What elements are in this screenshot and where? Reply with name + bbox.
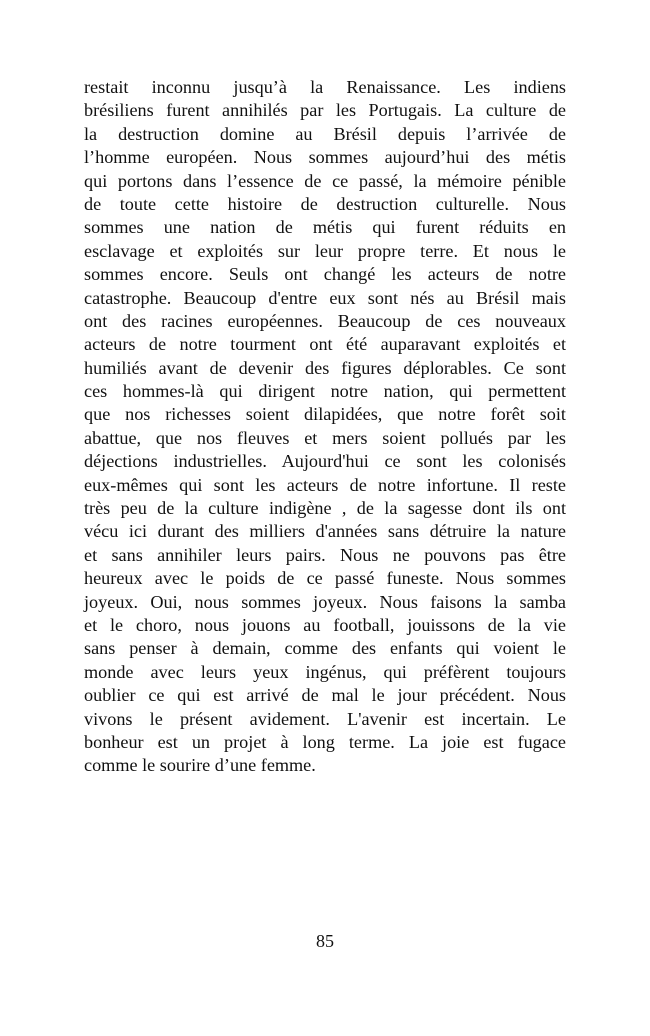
text-line: très peu de la culture indigène , de la sagesse dont ils ont	[84, 498, 566, 519]
page-number: 85	[316, 931, 334, 951]
text-line: que nos richesses soient dilapidées, que notre forêt soit	[84, 404, 566, 425]
text-line: ont des racines européennes. Beaucoup de ces nouveaux	[84, 310, 566, 331]
text-line: vivons le présent avidement. L'avenir est incertain. Le	[84, 708, 566, 729]
text-line: sans penser à demain, comme des enfants qui voient le	[84, 638, 566, 659]
body-text	[84, 76, 566, 778]
text-line-last: comme le sourire d’une femme.	[84, 755, 316, 776]
text-line: esclavage et exploités sur leur propre terre. Et nous le	[84, 240, 566, 261]
text-line: bonheur est un projet à long terme. La joie est fugace	[84, 731, 566, 752]
text-line: l’homme européen. Nous sommes aujourd’hui des métis	[84, 147, 566, 168]
text-line: brésiliens furent annihilés par les Portugais. La culture de	[84, 100, 566, 121]
text-line: abattue, que nos fleuves et mers soient pollués par les	[84, 427, 566, 448]
text-line: qui portons dans l’essence de ce passé, la mémoire pénible	[84, 170, 566, 191]
text-line: et sans annihiler leurs pairs. Nous ne pouvons pas être	[84, 544, 566, 565]
text-line: heureux avec le poids de ce passé funeste. Nous sommes	[84, 568, 566, 589]
text-line: monde avec leurs yeux ingénus, qui préfèrent toujours	[84, 661, 566, 682]
text-line: eux-mêmes qui sont les acteurs de notre infortune. Il reste	[84, 474, 566, 495]
text-line: vécu ici durant des milliers d'années sans détruire la nature	[84, 521, 566, 542]
text-line: oublier ce qui est arrivé de mal le jour précédent. Nous	[84, 685, 566, 706]
text-line: et le choro, nous jouons au football, jouissons de la vie	[84, 614, 566, 635]
text-line: la destruction domine au Brésil depuis l’arrivée de	[84, 123, 566, 144]
text-line: acteurs de notre tourment ont été auparavant exploités et	[84, 334, 566, 355]
text-line: humiliés avant de devenir des figures déplorables. Ce sont	[84, 357, 566, 378]
text-line: catastrophe. Beaucoup d'entre eux sont nés au Brésil mais	[84, 287, 566, 308]
text-line: déjections industrielles. Aujourd'hui ce sont les colonisés	[84, 451, 566, 472]
text-line: ces hommes-là qui dirigent notre nation, qui permettent	[84, 381, 566, 402]
text-line: joyeux. Oui, nous sommes joyeux. Nous faisons la samba	[84, 591, 566, 612]
text-line: de toute cette histoire de destruction culturelle. Nous	[84, 193, 566, 214]
text-line: sommes encore. Seuls ont changé les acteurs de notre	[84, 264, 566, 285]
text-line: sommes une nation de métis qui furent réduits en	[84, 217, 566, 238]
text-line: restait inconnu jusqu’à la Renaissance. Les indiens	[84, 77, 566, 97]
